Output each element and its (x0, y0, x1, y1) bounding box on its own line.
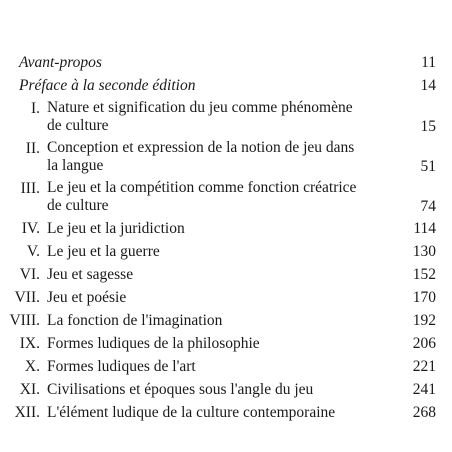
chapter-number: IX. (19, 335, 40, 352)
chapter-page: 241 (412, 381, 436, 398)
chapter-page: 268 (412, 404, 436, 421)
chapter-page: 130 (412, 243, 436, 260)
toc-entry-title: Préface à la seconde édition (19, 77, 196, 94)
chapter-title: Formes ludiques de la philosophie (47, 335, 260, 352)
chapter-number: V. (26, 243, 40, 260)
toc-entry-chapter-8 (0, 309, 452, 332)
chapter-title: Jeu et sagesse (47, 266, 134, 283)
chapter-title: Le jeu et la guerre (47, 243, 160, 260)
chapter-page: 74 (420, 198, 436, 215)
chapter-title: Jeu et poésie (47, 289, 127, 306)
toc-entry-preface (0, 74, 452, 97)
chapter-page: 221 (412, 358, 436, 375)
toc-entry-chapter-9 (0, 332, 452, 355)
chapter-title: Le jeu et la juridiction (47, 220, 185, 237)
chapter-number: XI. (19, 381, 40, 398)
toc-entry-avant-propos (0, 51, 452, 74)
toc-entry-chapter-6 (0, 263, 452, 286)
toc-entry-chapter-2 (0, 137, 452, 177)
chapter-page: 152 (412, 266, 436, 283)
chapter-page: 206 (412, 335, 436, 352)
toc-entry-chapter-1 (0, 97, 452, 137)
toc-entry-title: Avant-propos (19, 54, 102, 71)
toc-entry-chapter-5 (0, 240, 452, 263)
chapter-page: 15 (420, 118, 436, 135)
chapter-number: XII. (14, 404, 40, 421)
chapter-title: Civilisations et époques sous l'angle du jeu (47, 381, 314, 398)
chapter-title: Formes ludiques de l'art (47, 358, 196, 375)
toc-entry-chapter-11 (0, 378, 452, 401)
toc-entry-chapter-4 (0, 217, 452, 240)
chapter-number: III. (20, 180, 40, 197)
toc-entry-page: 14 (420, 77, 436, 94)
chapter-number: X. (24, 358, 40, 375)
chapter-number: I. (30, 100, 40, 117)
table-of-contents (0, 51, 452, 424)
toc-entry-chapter-10 (0, 355, 452, 378)
toc-entry-chapter-7 (0, 286, 452, 309)
chapter-title: Nature et signification du jeu comme phénomène de culture (47, 99, 353, 134)
chapter-number: VII. (14, 289, 40, 306)
toc-entry-chapter-3 (0, 177, 452, 217)
chapter-number: IV. (21, 220, 40, 237)
chapter-page: 170 (412, 289, 436, 306)
chapter-page: 51 (420, 158, 436, 175)
toc-entry-page: 11 (421, 54, 436, 71)
chapter-title: Conception et expression de la notion de jeu dans la langue (47, 139, 355, 174)
chapter-title: L'élément ludique de la culture contemporaine (47, 404, 336, 421)
chapter-number: VIII. (9, 312, 40, 329)
chapter-number: VI. (19, 266, 40, 283)
chapter-page: 114 (413, 220, 436, 237)
chapter-title: La fonction de l'imagination (47, 312, 223, 329)
chapter-number: II. (25, 140, 40, 157)
chapter-title: Le jeu et la compétition comme fonction créatrice de culture (47, 179, 357, 214)
toc-entry-chapter-12 (0, 401, 452, 424)
chapter-page: 192 (412, 312, 436, 329)
